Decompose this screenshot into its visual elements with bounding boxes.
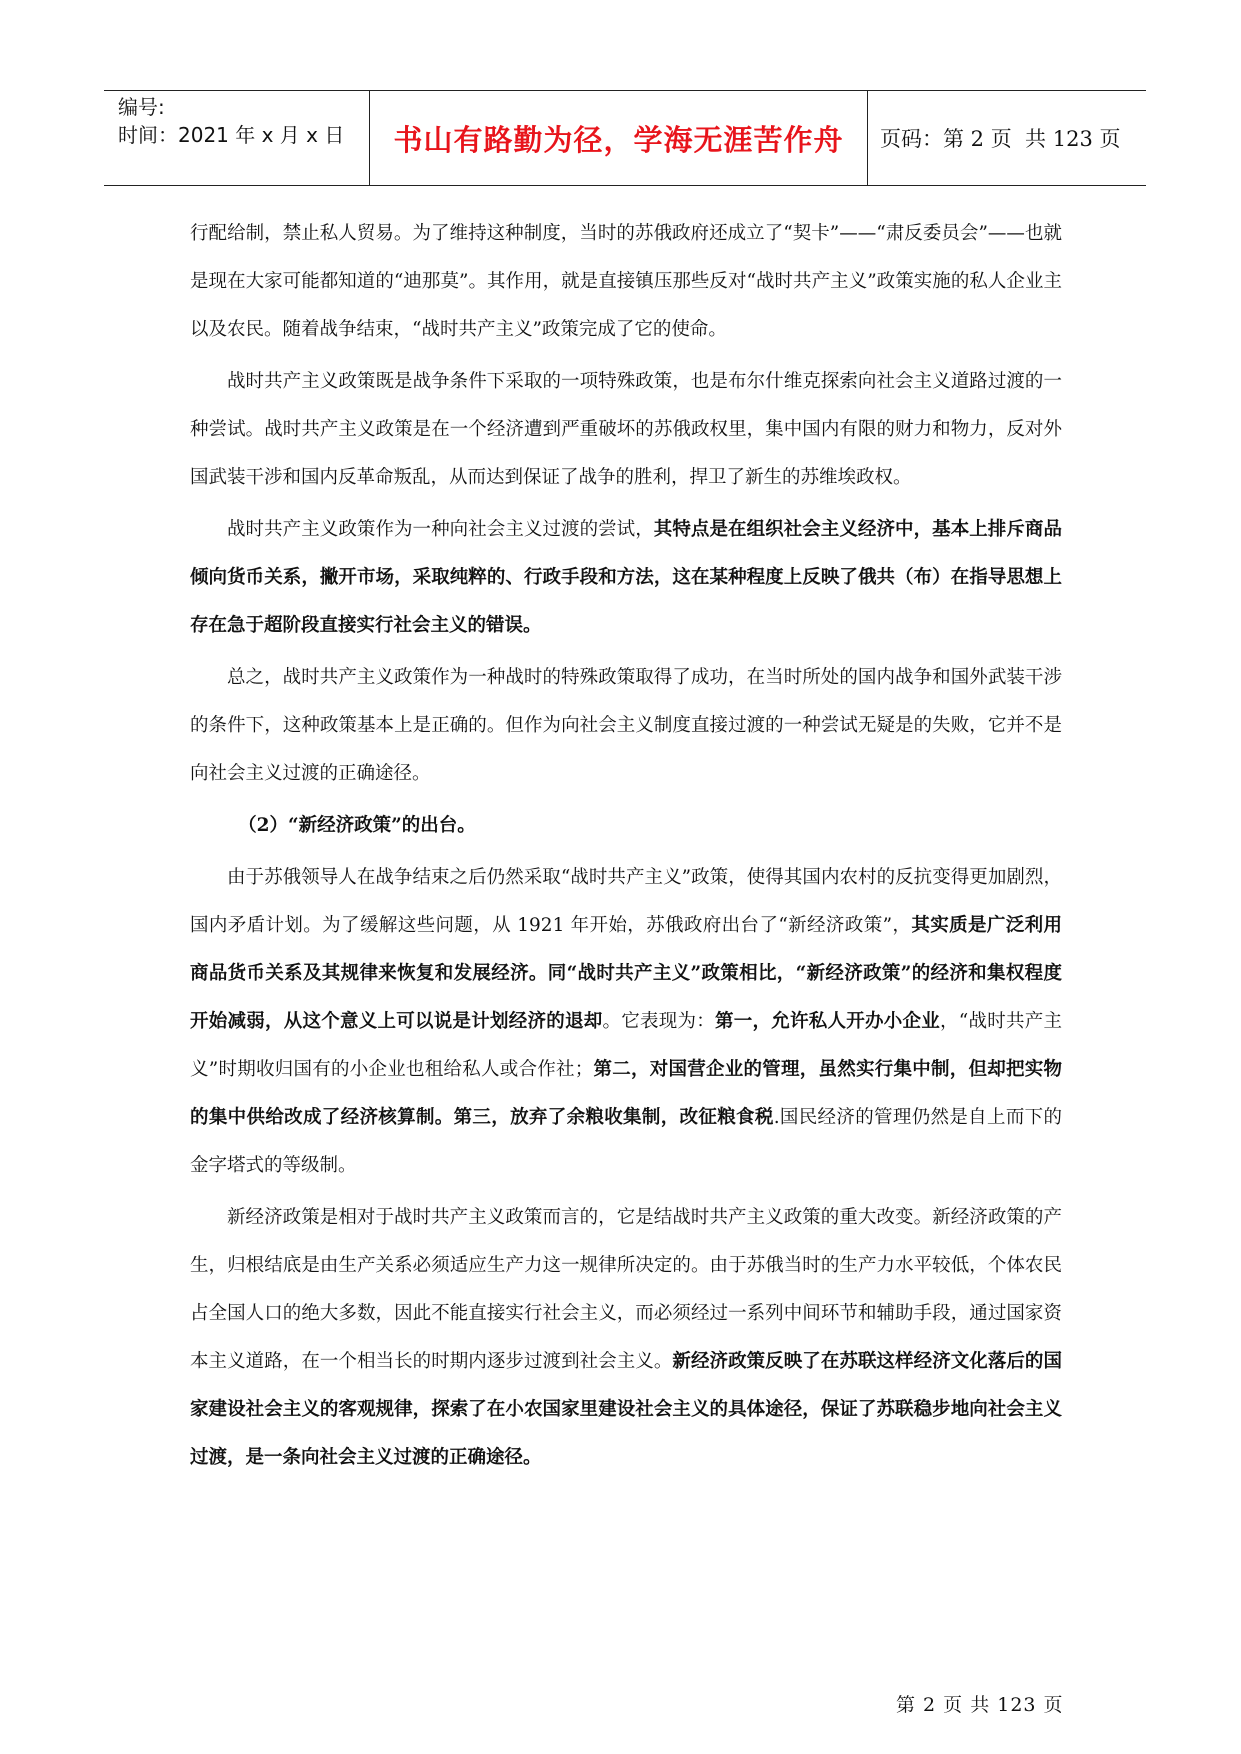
- section-heading: [190, 802, 1062, 850]
- bold-text-segment: 新经济政策反映了在苏联这样经济文化落后的国家建设社会主义的客观规律，探索了在小农国家里建设社会主义的具体途径，保证了苏联稳步地向社会主义过渡，是一条向社会主义过渡的正确途径。: [190, 1351, 1062, 1468]
- paragraph: [190, 506, 1062, 650]
- document-number-label: 编号:: [118, 95, 165, 119]
- page-header: [104, 90, 1146, 186]
- header-motto-cell: [370, 91, 868, 185]
- page-footer: [896, 1690, 1064, 1717]
- paragraph: [190, 854, 1062, 1190]
- text-segment: ，“战时共产主义”时期收归国有的小企业也租给私人或合作社；: [190, 1011, 1062, 1080]
- paragraph: [190, 654, 1062, 798]
- document-time-label: 时间：2021 年 x 月 x 日: [118, 123, 345, 147]
- header-left-cell: [104, 91, 370, 185]
- text-segment: 。它表现为：: [602, 1011, 715, 1032]
- text-segment: 行配给制，禁止私人贸易。为了维持这种制度，当时的苏俄政府还成立了“契卡”——“肃反委员会”——也就是现在大家可能都知道的“迪那莫”。其作用，就是直接镇压那些反对“战时共产主义”政策实施的私人企业主以及农民。随着战争结束，“战时共产主义”政策完成了它的使命。: [190, 223, 1062, 340]
- footer-page-number: 第 2 页 共 123 页: [896, 1694, 1064, 1716]
- text-segment: .国民经济的管理仍然是自上而下的金字塔式的等级制。: [190, 1107, 1062, 1176]
- text-segment: 战时共产主义政策既是战争条件下采取的一项特殊政策，也是布尔什维克探索向社会主义道路过渡的一种尝试。战时共产主义政策是在一个经济遭到严重破坏的苏俄政权里，集中国内有限的财力和物力，反对外国武装干涉和国内反革命叛乱，从而达到保证了战争的胜利，捍卫了新生的苏维埃政权。: [190, 371, 1062, 488]
- paragraph: [190, 1194, 1062, 1482]
- bold-text-segment: 其实质是广泛利用商品货币关系及其规律来恢复和发展经济。同“战时共产主义”政策相比，“新经济政策”的经济和集权程度开始减弱，从这个意义上可以说是计划经济的退却: [190, 915, 1062, 1032]
- text-segment: 新经济政策是相对于战时共产主义政策而言的，它是结战时共产主义政策的重大改变。新经济政策的产生，归根结底是由生产关系必须适应生产力这一规律所决定的。由于苏俄当时的生产力水平较低，个体农民占全国人口的绝大多数，因此不能直接实行社会主义，而必须经过一系列中间环节和辅助手段，通过国家资本主义道路，在一个相当长的时期内逐步过渡到社会主义。: [190, 1207, 1062, 1372]
- paragraph: [190, 210, 1062, 354]
- text-segment: 战时共产主义政策作为一种向社会主义过渡的尝试，: [227, 519, 654, 540]
- header-page-cell: [868, 91, 1146, 185]
- header-motto: 书山有路勤为径，学海无涯苦作舟: [393, 122, 844, 157]
- bold-text-segment: （2）“新经济政策”的出台。: [238, 815, 476, 836]
- paragraph: [190, 358, 1062, 502]
- bold-text-segment: 第二，对国营企业的管理，虽然实行集中制，但却把实物的集中供给改成了经济核算制。第三，放弃了余粮收集制，改征粮食税: [190, 1059, 1062, 1128]
- bold-text-segment: 其特点是在组织社会主义经济中，基本上排斥商品倾向货币关系，撇开市场，采取纯粹的、行政手段和方法，这在某种程度上反映了俄共（布）在指导思想上存在急于超阶段直接实行社会主义的错误。: [190, 519, 1062, 636]
- text-segment: 总之，战时共产主义政策作为一种战时的特殊政策取得了成功，在当时所处的国内战争和国外武装干涉的条件下，这种政策基本上是正确的。但作为向社会主义制度直接过渡的一种尝试无疑是的失败，它并不是向社会主义过渡的正确途径。: [190, 667, 1062, 784]
- text-segment: 由于苏俄领导人在战争结束之后仍然采取“战时共产主义”政策，使得其国内农村的反抗变得更加剧烈，国内矛盾计划。为了缓解这些问题，从 1921 年开始，苏俄政府出台了“新经济政策”，: [190, 867, 1062, 936]
- header-page-info: 页码：第 2 页 共 123 页: [880, 127, 1121, 151]
- document-body: [190, 210, 1062, 1486]
- bold-text-segment: 第一，允许私人开办小企业: [715, 1011, 940, 1032]
